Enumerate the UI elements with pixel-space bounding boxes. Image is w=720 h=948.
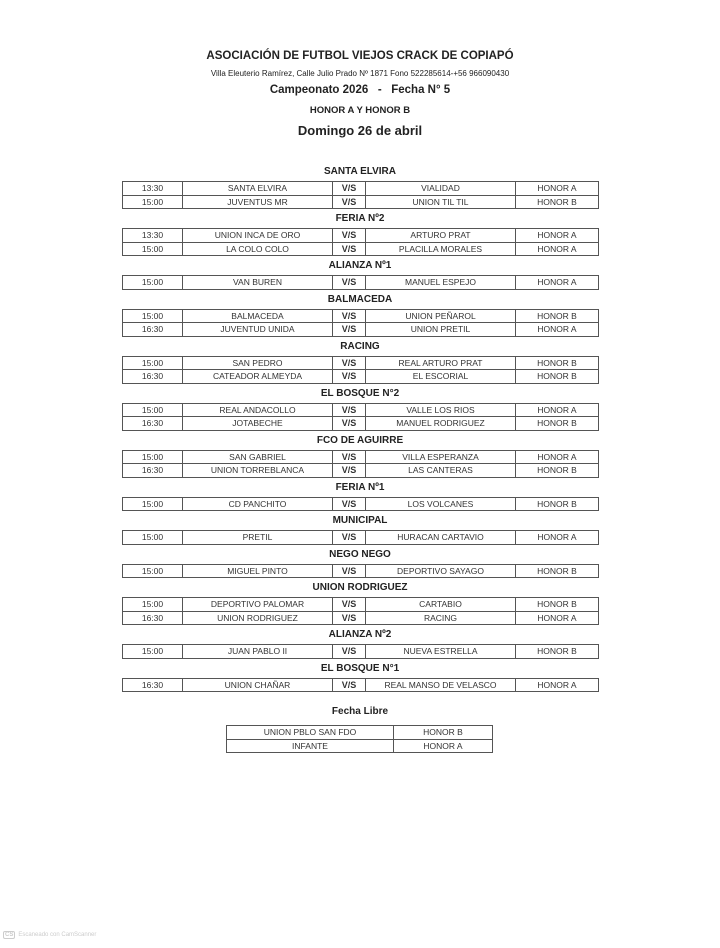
match-row [123,531,599,545]
match-time: 16:30 [123,417,183,431]
match-row [123,564,599,578]
venue-title: FCO DE AGUIRRE [316,434,404,446]
championship-line: Campeonato 2026 - Fecha N° 5 [269,84,451,96]
match-table [122,564,599,579]
match-row [123,323,599,337]
date-line: Domingo 26 de abril [297,123,423,138]
fixture-sections [122,162,598,692]
venue-title: UNION RODRIGUEZ [312,582,408,593]
home-team: JOTABECHE [183,417,333,431]
match-time: 15:00 [123,564,183,578]
match-time: 15:00 [123,242,183,256]
match-category: HONOR A [516,611,599,625]
match-table [122,275,599,290]
categories-line: HONOR A Y HONOR B [309,105,411,116]
match-table [122,450,599,478]
match-row [123,356,599,370]
scanner-watermark [3,931,96,939]
match-row [123,497,599,511]
vs-label: V/S [333,182,366,196]
match-time: 16:30 [123,464,183,478]
venue-title: EL BOSQUE N°1 [320,662,400,674]
free-team: UNION PBLO SAN FDO [227,726,394,740]
home-team: JUVENTUS MR [183,195,333,209]
match-time: 15:00 [123,195,183,209]
match-row [123,450,599,464]
vs-label: V/S [333,645,366,659]
match-time: 15:00 [123,356,183,370]
venue-title: MUNICIPAL [332,515,388,526]
match-row [123,645,599,659]
match-table [122,228,599,256]
fecha-libre-row [227,739,493,753]
match-table [122,356,599,384]
home-team: VAN BUREN [183,276,333,290]
home-team: REAL ANDACOLLO [183,403,333,417]
venue-title: EL BOSQUE N°2 [320,387,400,399]
match-category: HONOR A [516,403,599,417]
venue-title: FERIA Nº1 [335,481,385,493]
fecha-libre-row [227,726,493,740]
match-row [123,417,599,431]
home-team: UNION TORREBLANCA [183,464,333,478]
away-team: LAS CANTERAS [366,464,516,478]
match-category: HONOR A [516,450,599,464]
home-team: UNION INCA DE ORO [183,229,333,243]
match-category: HONOR B [516,464,599,478]
free-team: INFANTE [227,739,394,753]
venue-title: NEGO NEGO [329,548,391,560]
match-table [122,678,599,693]
match-row [123,309,599,323]
home-team: UNION RODRIGUEZ [183,611,333,625]
away-team: RACING [366,611,516,625]
away-team: HURACAN CARTAVIO [366,531,516,545]
match-table [122,181,599,209]
vs-label: V/S [333,276,366,290]
venue-title: ALIANZA Nº1 [328,260,392,271]
match-category: HONOR A [516,182,599,196]
fecha-libre-title: Fecha Libre [331,706,389,717]
vs-label: V/S [333,598,366,612]
away-team: UNION TIL TIL [366,195,516,209]
away-team: DEPORTIVO SAYAGO [366,564,516,578]
free-category: HONOR A [394,739,493,753]
match-time: 15:00 [123,497,183,511]
match-row [123,598,599,612]
vs-label: V/S [333,403,366,417]
away-team: UNION PRETIL [366,323,516,337]
vs-label: V/S [333,678,366,692]
free-category: HONOR B [394,726,493,740]
match-time: 15:00 [123,531,183,545]
camscanner-logo-icon: CS [5,932,14,938]
away-team: VALLE LOS RIOS [366,403,516,417]
home-team: SAN PEDRO [183,356,333,370]
match-time: 16:30 [123,370,183,384]
away-team: REAL ARTURO PRAT [366,356,516,370]
match-time: 16:30 [123,611,183,625]
vs-label: V/S [333,497,366,511]
away-team: MANUEL RODRIGUEZ [366,417,516,431]
away-team: LOS VOLCANES [366,497,516,511]
match-category: HONOR A [516,229,599,243]
vs-label: V/S [333,370,366,384]
match-time: 13:30 [123,182,183,196]
match-time: 15:00 [123,403,183,417]
vs-label: V/S [333,195,366,209]
away-team: MANUEL ESPEJO [366,276,516,290]
match-category: HONOR B [516,645,599,659]
home-team: LA COLO COLO [183,242,333,256]
match-row [123,403,599,417]
match-table [122,403,599,431]
match-table [122,497,599,512]
match-category: HONOR A [516,276,599,290]
match-row [123,464,599,478]
match-time: 13:30 [123,229,183,243]
venue-title: RACING [340,340,380,352]
match-category: HONOR B [516,356,599,370]
away-team: PLACILLA MORALES [366,242,516,256]
match-time: 16:30 [123,678,183,692]
match-category: HONOR A [516,323,599,337]
match-category: HONOR B [516,417,599,431]
match-time: 15:00 [123,645,183,659]
vs-label: V/S [333,464,366,478]
vs-label: V/S [333,356,366,370]
match-row [123,182,599,196]
match-category: HONOR A [516,531,599,545]
home-team: MIGUEL PINTO [183,564,333,578]
match-row [123,242,599,256]
home-team: CD PANCHITO [183,497,333,511]
venue-title: SANTA ELVIRA [323,166,397,177]
match-category: HONOR A [516,678,599,692]
vs-label: V/S [333,229,366,243]
home-team: SANTA ELVIRA [183,182,333,196]
away-team: NUEVA ESTRELLA [366,645,516,659]
match-time: 15:00 [123,450,183,464]
vs-label: V/S [333,611,366,625]
address-line: Villa Eleuterio Ramírez, Calle Julio Prado Nº 1871 Fono 522285614-+56 966090430 [210,69,510,78]
match-table [122,309,599,337]
away-team: REAL MANSO DE VELASCO [366,678,516,692]
match-time: 16:30 [123,323,183,337]
home-team: JUAN PABLO II [183,645,333,659]
match-table [122,530,599,545]
away-team: UNION PEÑAROL [366,309,516,323]
match-row [123,370,599,384]
match-row [123,229,599,243]
away-team: VILLA ESPERANZA [366,450,516,464]
match-time: 15:00 [123,598,183,612]
home-team: BALMACEDA [183,309,333,323]
vs-label: V/S [333,242,366,256]
home-team: JUVENTUD UNIDA [183,323,333,337]
venue-title: FERIA Nº2 [335,213,385,224]
match-time: 15:00 [123,276,183,290]
vs-label: V/S [333,564,366,578]
away-team: CARTABIO [366,598,516,612]
match-table [122,644,599,659]
vs-label: V/S [333,417,366,431]
match-category: HONOR B [516,195,599,209]
home-team: UNION CHAÑAR [183,678,333,692]
match-time: 15:00 [123,309,183,323]
match-table [122,597,599,625]
match-category: HONOR A [516,242,599,256]
match-row [123,678,599,692]
home-team: PRETIL [183,531,333,545]
match-category: HONOR B [516,309,599,323]
match-row [123,276,599,290]
match-row [123,195,599,209]
away-team: ARTURO PRAT [366,229,516,243]
vs-label: V/S [333,323,366,337]
venue-title: ALIANZA Nº2 [328,629,392,640]
home-team: SAN GABRIEL [183,450,333,464]
home-team: DEPORTIVO PALOMAR [183,598,333,612]
association-title: ASOCIACIÓN DE FUTBOL VIEJOS CRACK DE COPIAPÓ [206,50,514,62]
venue-title: BALMACEDA [327,293,393,305]
match-category: HONOR B [516,370,599,384]
away-team: EL ESCORIAL [366,370,516,384]
fecha-libre-table [226,725,493,753]
match-category: HONOR B [516,564,599,578]
vs-label: V/S [333,309,366,323]
home-team: CATEADOR ALMEYDA [183,370,333,384]
match-row [123,611,599,625]
vs-label: V/S [333,450,366,464]
match-category: HONOR B [516,598,599,612]
match-category: HONOR B [516,497,599,511]
vs-label: V/S [333,531,366,545]
away-team: VIALIDAD [366,182,516,196]
watermark-text: Escaneado con CamScanner [18,932,97,938]
